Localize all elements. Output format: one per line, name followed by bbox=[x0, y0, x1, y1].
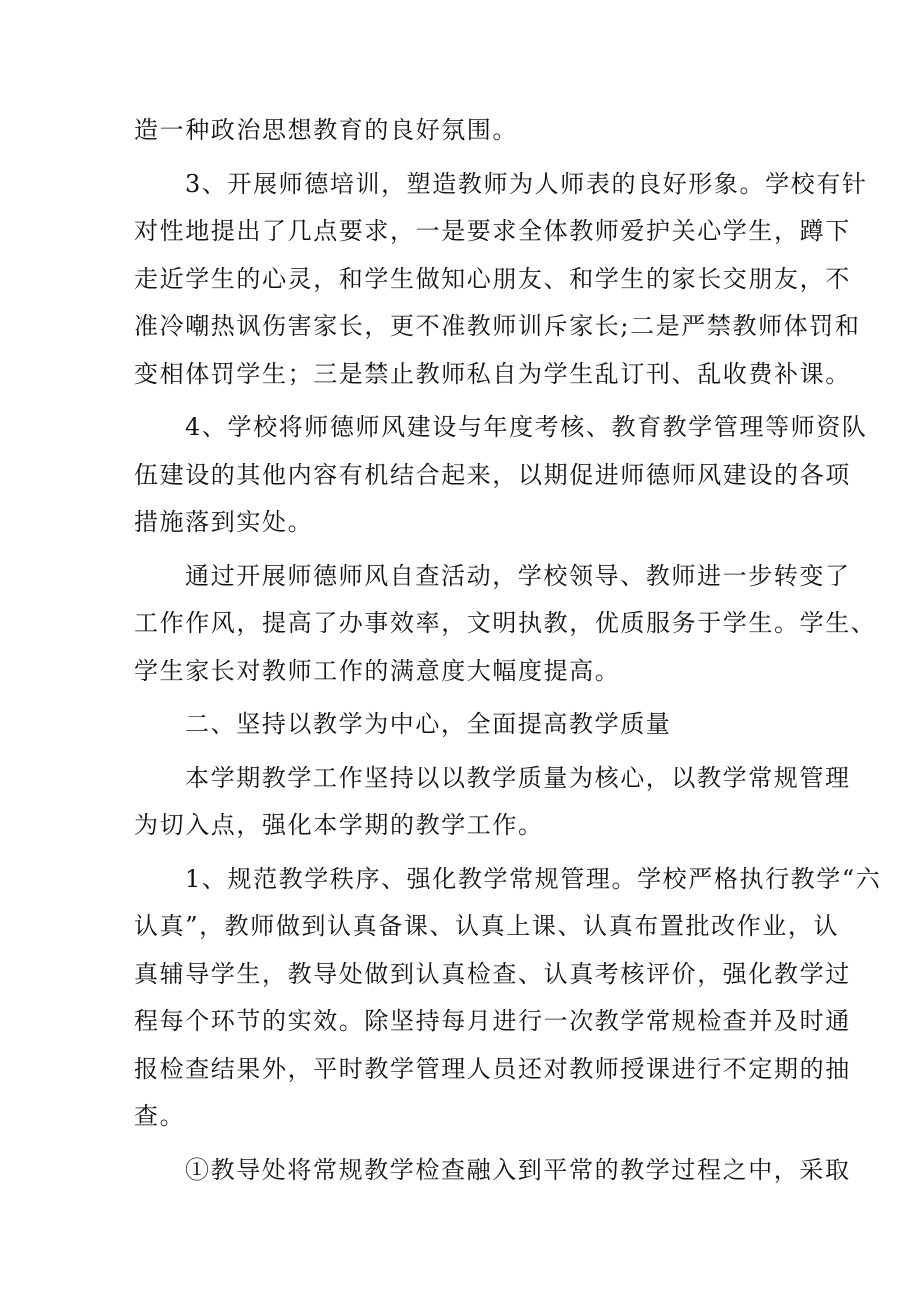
text-line: 造一种政治思想教育的良好氛围。 bbox=[134, 116, 518, 144]
text-line: 对性地提出了几点要求，一是要求全体教师爱护关心学生，蹲下 bbox=[134, 217, 851, 245]
text-line: 1、规范教学秩序、强化教学常规管理。学校严格执行教学“六 bbox=[185, 864, 882, 893]
text-line: 伍建设的其他内容有机结合起来，以期促进师德师风建设的各项 bbox=[134, 460, 851, 489]
paragraph-continuation bbox=[134, 107, 794, 155]
text-line: 4、学校将师德师风建设与年度考核、教育教学管理等师资队 bbox=[185, 413, 868, 441]
text-line: 工作作风，提高了办事效率，文明执教，优质服务于学生。学生、 bbox=[134, 609, 877, 637]
text-line: 学生家长对教师工作的满意度大幅度提高。 bbox=[134, 656, 621, 685]
paragraph-intro bbox=[134, 755, 851, 850]
section-heading bbox=[134, 701, 794, 749]
text-line: 准冷嘲热讽伤害家长，更不准教师训斥家长;二是严禁教师体罚和 bbox=[134, 312, 861, 340]
text-line: 真辅导学生，教导处做到认真检查、认真考核评价，强化教学过 bbox=[134, 959, 851, 988]
text-line: 为切入点，强化本学期的教学工作。 bbox=[134, 811, 544, 839]
paragraph-item-1 bbox=[134, 856, 882, 1141]
text-line: 3、开展师德培训，塑造教师为人师表的良好形象。学校有针 bbox=[185, 169, 868, 198]
text-line: 本学期教学工作坚持以以教学质量为核心，以教学常规管理 bbox=[185, 763, 851, 792]
text-line: 措施落到实处。 bbox=[134, 508, 314, 536]
text-line: 查。 bbox=[134, 1102, 186, 1130]
text-line: 变相体罚学生；三是禁止教师私自为学生乱订刊、乱收费补课。 bbox=[134, 359, 851, 388]
text-line: 认真”，教师做到认真备课、认真上课、认真布置批改作业，认 bbox=[134, 912, 840, 940]
text-line: 通过开展师德师风自查活动，学校领导、教师进一步转变了 bbox=[185, 561, 851, 590]
text-line: ①教导处将常规教学检查融入到平常的教学过程之中，采取 bbox=[185, 1155, 851, 1184]
text-line: 程每个环节的实效。除坚持每月进行一次教学常规检查并及时通 bbox=[134, 1007, 851, 1035]
paragraph-item-4 bbox=[134, 404, 868, 547]
text-line: 走近学生的心灵，和学生做知心朋友、和学生的家长交朋友，不 bbox=[134, 264, 851, 293]
text-line: 报检查结果外，平时教学管理人员还对教师授课进行不定期的抽 bbox=[134, 1054, 851, 1083]
paragraph-subitem-1 bbox=[134, 1147, 851, 1195]
heading-line: 二、坚持以教学为中心，全面提高教学质量 bbox=[185, 710, 672, 738]
paragraph-item-3 bbox=[134, 161, 868, 399]
document-body bbox=[134, 107, 882, 1194]
paragraph-summary bbox=[134, 553, 877, 696]
